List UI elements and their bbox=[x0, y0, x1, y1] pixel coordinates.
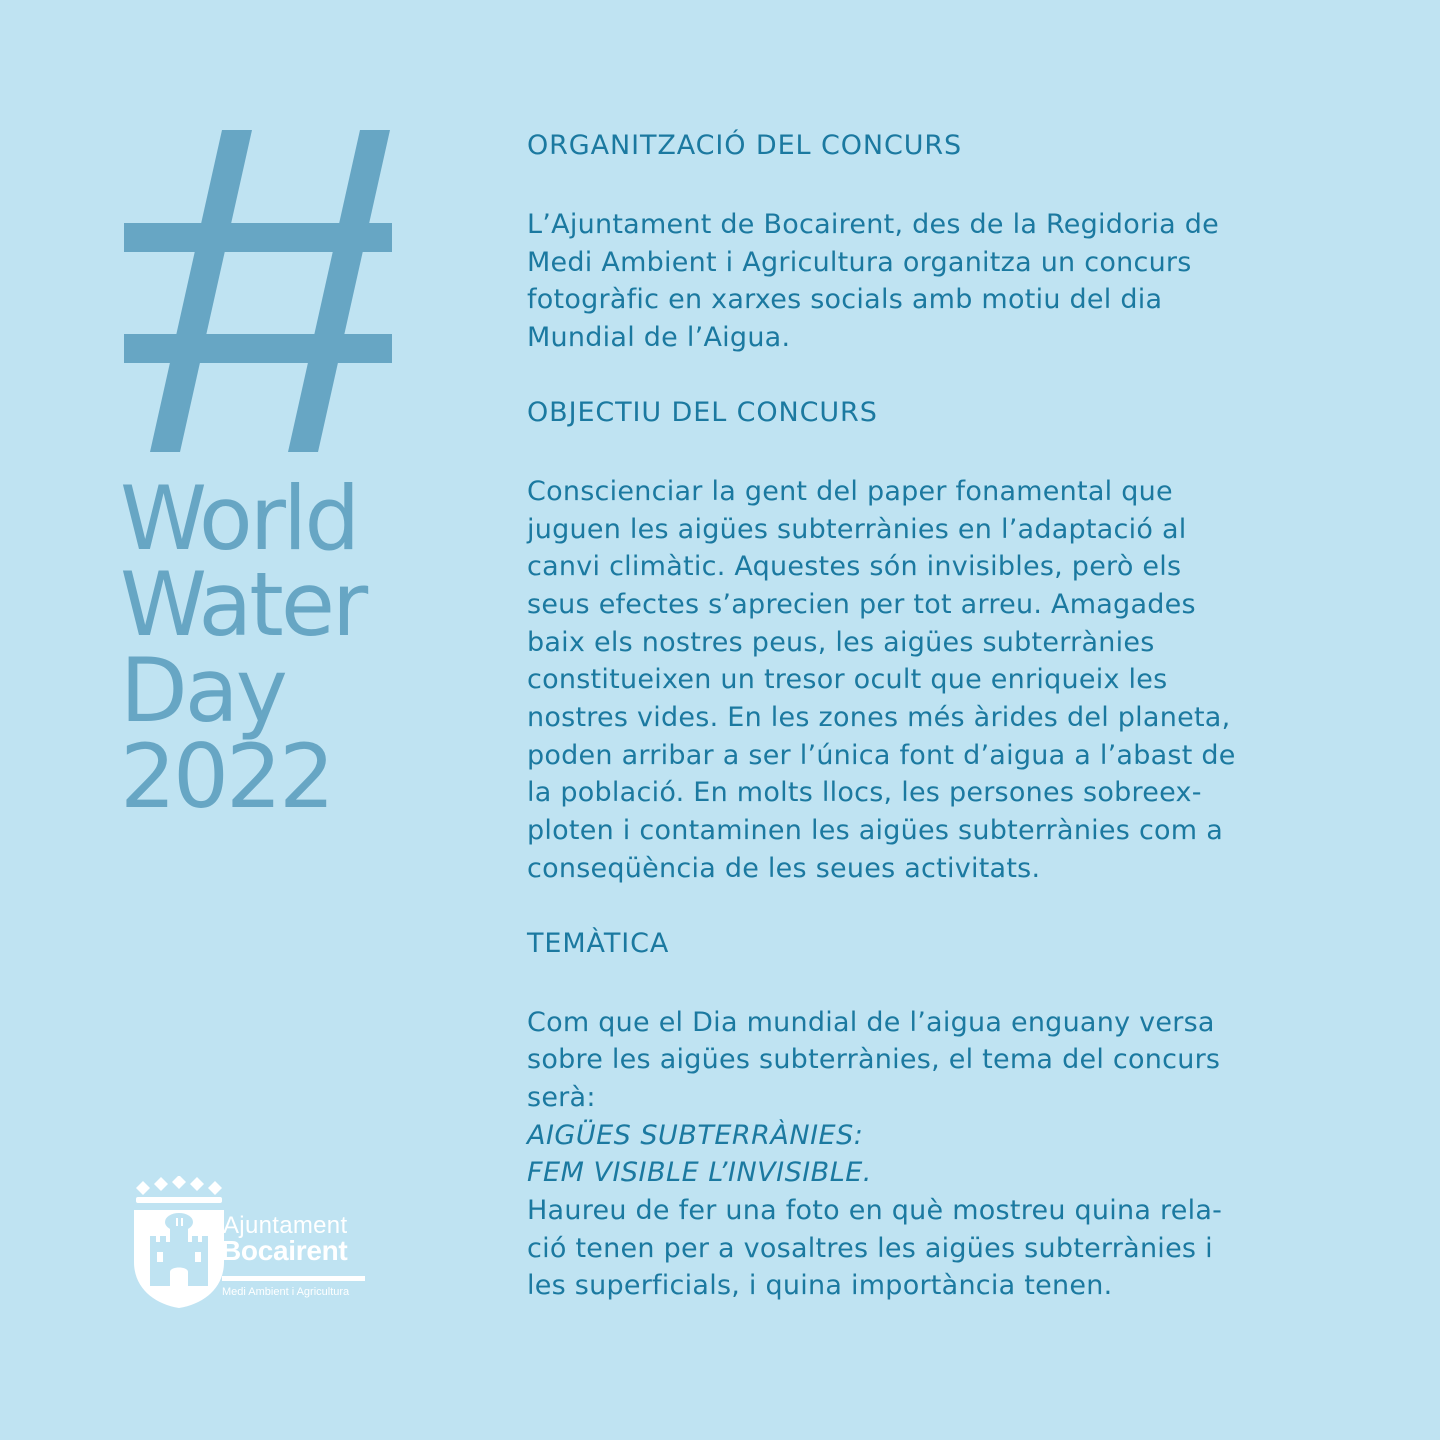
logo-divider bbox=[222, 1276, 365, 1281]
paragraph-line: serà: bbox=[527, 1081, 596, 1113]
organization-paragraph bbox=[527, 206, 1347, 357]
organization-heading: ORGANITZACIÓ DEL CONCURS bbox=[527, 130, 963, 161]
paragraph-line: Conscienciar la gent del paper fonamental que bbox=[527, 475, 1173, 507]
paragraph-line: la població. En molts llocs, les persones sobreex- bbox=[527, 777, 1202, 809]
theme-title-line: FEM VISIBLE L’INVISIBLE. bbox=[527, 1157, 872, 1189]
paragraph-line: nostres vides. En les zones més àrides del planeta, bbox=[527, 702, 1231, 734]
theme-heading: TEMÀTICA bbox=[527, 927, 670, 959]
event-title bbox=[120, 467, 366, 828]
paragraph-line: Medi Ambient i Agricultura organitza un concurs bbox=[527, 246, 1192, 278]
paragraph-line: fotogràfic en xarxes socials amb motiu del dia bbox=[527, 284, 1163, 316]
paragraph-line: L’Ajuntament de Bocairent, des de la Regidoria de bbox=[527, 209, 1219, 240]
paragraph-line: Com que el Dia mundial de l’aigua enguany versa bbox=[527, 1006, 1215, 1038]
objective-paragraph bbox=[527, 473, 1347, 888]
contest-rules bbox=[527, 124, 1347, 1305]
theme-paragraph bbox=[527, 1004, 1347, 1306]
paragraph-line: constitueixen un tresor ocult que enriqueix les bbox=[527, 664, 1168, 696]
logo-bocairent: Bocairent bbox=[221, 1235, 348, 1266]
paragraph-line: conseqüència de les seues activitats. bbox=[527, 852, 1041, 884]
paragraph-line: sobre les aigües subterrànies, el tema del concurs bbox=[527, 1044, 1221, 1076]
paragraph-line: seus efectes s’aprecien per tot arreu. Amagades bbox=[527, 588, 1196, 620]
paragraph-line: poden arribar a ser l’única font d’aigua a l’abast de bbox=[527, 739, 1236, 771]
hashtag-icon bbox=[124, 130, 392, 452]
event-title-line-2: Water bbox=[120, 553, 366, 656]
theme-title-line: AIGÜES SUBTERRÀNIES: bbox=[527, 1119, 864, 1151]
paragraph-line: Haureu de fer una foto en què mostreu quina rela- bbox=[527, 1195, 1223, 1227]
paragraph-line: canvi climàtic. Aquestes són invisibles, però els bbox=[527, 551, 1182, 583]
paragraph-line: ció tenen per a vosaltres les aigües subterrànies i bbox=[527, 1232, 1213, 1264]
paragraph-line: baix els nostres peus, les aigües subterrànies bbox=[527, 626, 1155, 658]
objective-heading: OBJECTIU DEL CONCURS bbox=[527, 396, 878, 428]
paragraph-line: juguen les aigües subterrànies en l’adaptació al bbox=[527, 513, 1187, 545]
paragraph-line: les superficials, i quina importància tenen. bbox=[527, 1270, 1113, 1302]
event-title-line-3: Day bbox=[120, 639, 285, 742]
logo-department: Medi Ambient i Agricultura bbox=[222, 1286, 350, 1298]
paragraph-line: ploten i contaminen les aigües subterrànies com a bbox=[527, 815, 1223, 847]
event-title-line-4: 2022 bbox=[120, 725, 332, 828]
logo-ajuntament: Ajuntament bbox=[223, 1212, 348, 1239]
paragraph-line: Mundial de l’Aigua. bbox=[527, 322, 791, 354]
event-title-line-1: World bbox=[120, 467, 358, 570]
